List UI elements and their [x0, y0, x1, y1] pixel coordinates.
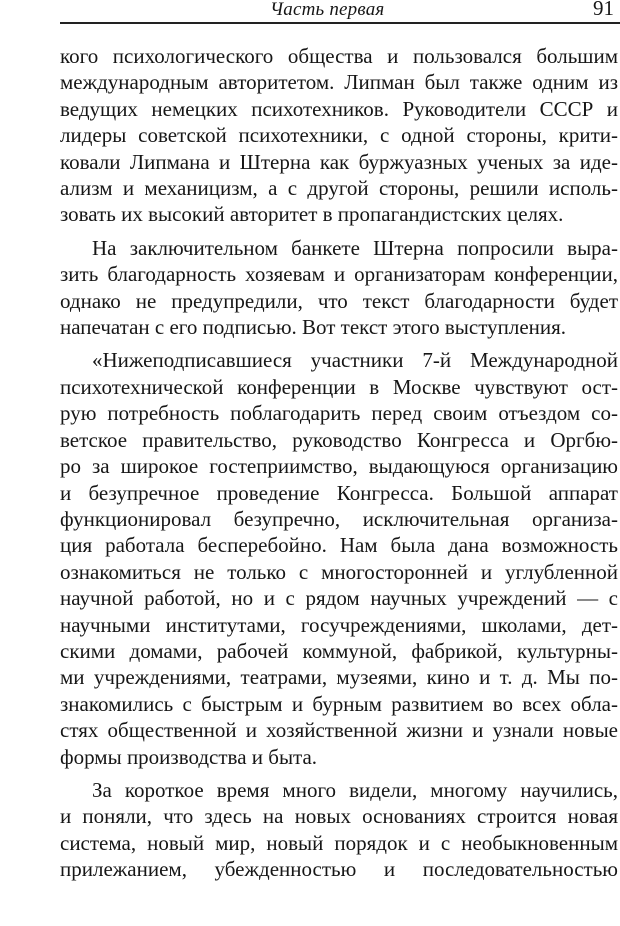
text-line: За короткое время много видели, многому научились,: [92, 777, 618, 802]
text-line: формы производства и быта.: [60, 744, 318, 769]
text-line: и безупречное проведение Конгресса. Большой аппарат: [60, 480, 618, 505]
page-number: 91: [593, 0, 614, 20]
text-line: зить благодарность хозяевам и организаторам конференции,: [60, 262, 618, 287]
text-line: рую потребность поблагодарить перед своим отъездом со-: [60, 401, 618, 426]
paragraph-4: [60, 777, 618, 883]
text-line: кого психологического общества и пользовался большим: [60, 44, 618, 68]
text-line: международным авторитетом. Липман был также одним из: [60, 70, 618, 95]
text-line: ознакомиться не только с многосторонней и углубленной: [60, 559, 618, 584]
paragraph-3: [60, 347, 618, 770]
text-line: ветское правительство, руководство Конгресса и Оргбю-: [60, 427, 618, 452]
text-line: система, новый мир, новый порядок и с необыкновенным: [60, 830, 618, 855]
text-line: напечатан с его подписью. Вот текст этого выступления.: [60, 315, 567, 340]
text-line: ми учреждениями, театрами, музеями, кино и т. д. Мы по-: [60, 665, 618, 690]
text-line: научной работой, но и с рядом научных учреждений — с: [60, 586, 618, 611]
text-line: ведущих немецких психотехников. Руководители СССР и: [60, 96, 618, 121]
text-line: и поняли, что здесь на новых основаниях строится новая: [60, 804, 618, 829]
paragraph-2: [60, 235, 618, 341]
text-line: функционировал безупречно, исключительная организа-: [60, 506, 618, 531]
text-line: ковали Липмана и Штерна как буржуазных ученых за иде-: [60, 149, 618, 174]
text-line: скими домами, рабочей коммуной, фабрикой, культурны-: [60, 638, 618, 663]
text-line: ализм и механицизм, а с другой стороны, решили исполь-: [60, 176, 618, 201]
text-line: На заключительном банкете Штерна попросили выра-: [92, 235, 618, 260]
text-line: прилежанием, убежденностью и последовательностью: [60, 857, 618, 882]
text-line: ция работала бесперебойно. Нам была дана возможность: [60, 533, 618, 558]
text-line: психотехнической конференции в Москве чувствуют ост-: [60, 374, 618, 399]
text-line: знакомились с быстрым и бурным развитием во всех обла-: [60, 691, 618, 716]
text-line: научными институтами, госучреждениями, школами, дет-: [60, 612, 618, 637]
text-line: однако не предупредили, что текст благодарности будет: [60, 288, 618, 313]
text-line: лидеры советской психотехники, с одной стороны, крити-: [60, 123, 618, 148]
text-line: зовать их высокий авторитет в пропагандистских целях.: [60, 202, 564, 227]
running-title: Часть первая: [270, 0, 385, 20]
text-line: «Нижеподписавшиеся участники 7-й Международной: [92, 348, 618, 373]
running-header: [60, 0, 620, 24]
paragraph-1: [60, 43, 618, 228]
text-line: ро за широкое гостеприимство, выдающуюся организацию: [60, 454, 618, 479]
text-line: стях общественной и хозяйственной жизни и узнали новые: [60, 718, 618, 743]
body-text: [60, 43, 618, 883]
